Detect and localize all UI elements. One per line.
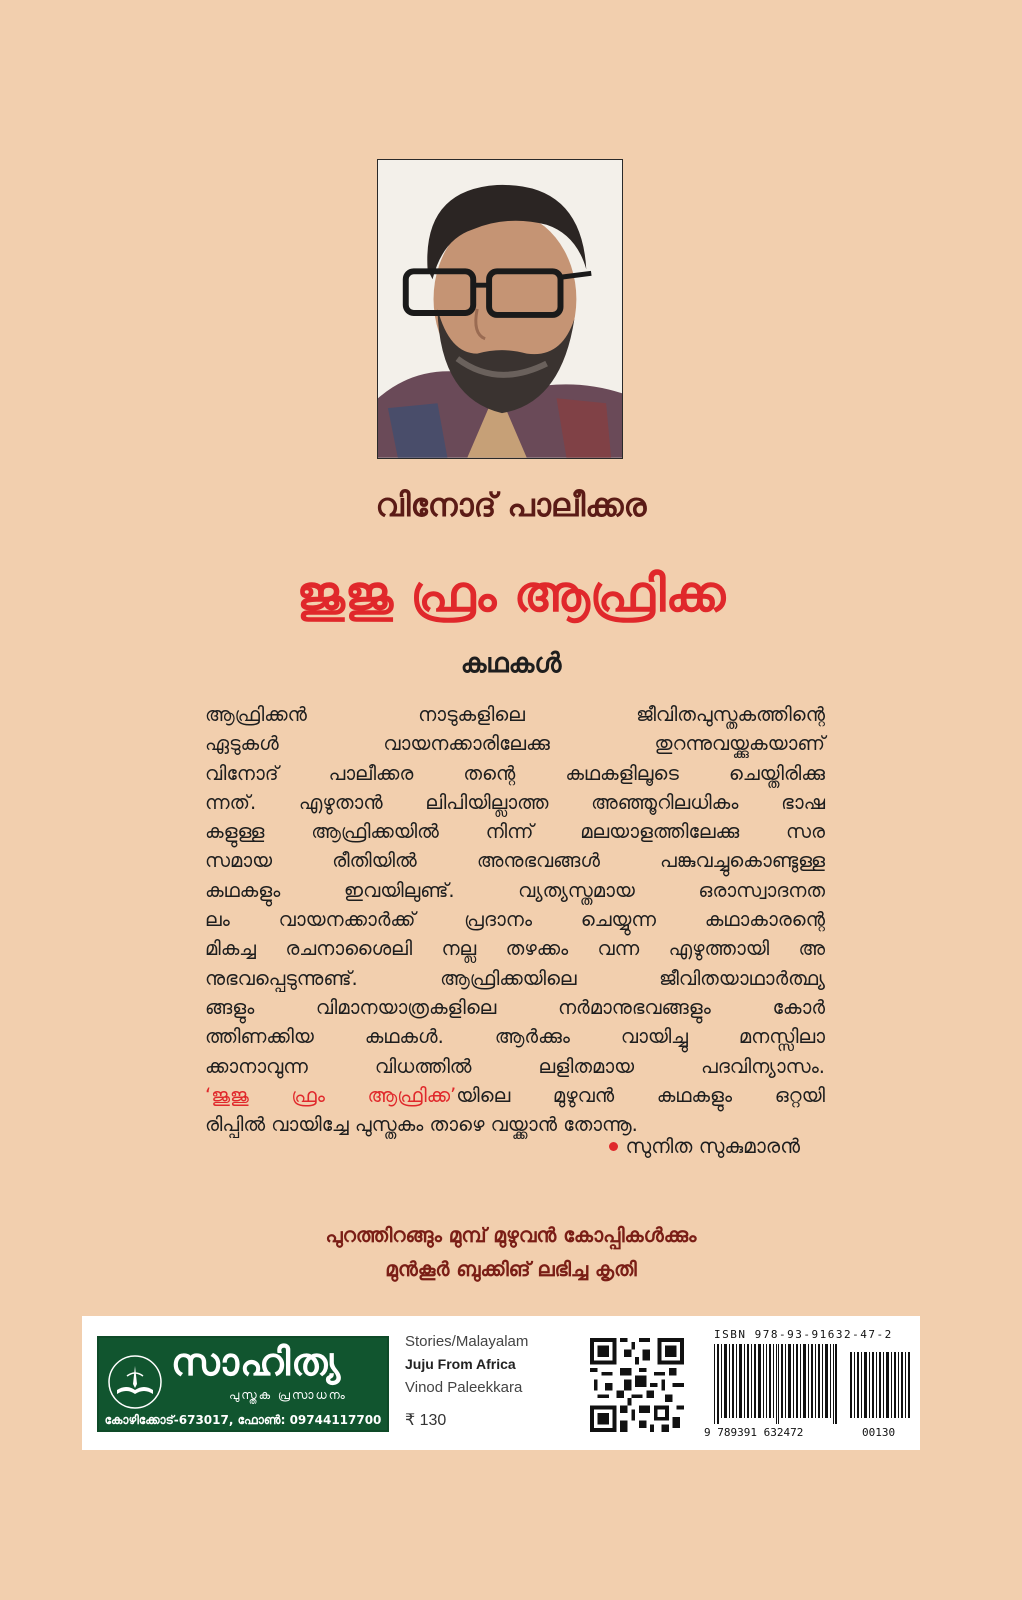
author-photo <box>377 159 623 459</box>
barcode-addon-digits: 00130 <box>862 1426 896 1439</box>
open-book-emblem-icon <box>107 1354 163 1410</box>
blurb-line: ത്തിണക്കിയ കഥകൾ. ആർക്കും വായിച്ചു മനസ്സിലാ <box>205 1025 825 1049</box>
qr-code-icon <box>590 1338 684 1432</box>
blurb-line: വിനോദ് പാലീക്കര തന്റെ കഥകളിലൂടെ ചെയ്തിരിക്കു <box>205 761 825 785</box>
blurb-line: കഥകളും ഇവയിലുണ്ട്. വ്യത്യസ്തമായ ഒരാസ്വാദനത <box>205 878 825 902</box>
blurb-line: ന്നത്. എഴുതാൻ ലിപിയില്ലാത്ത അഞ്ഞൂറിലധികം ഭാഷ <box>205 790 825 814</box>
barcode-main-digits: 9 789391 632472 <box>704 1426 804 1439</box>
prebooking-line-2: മുൻകൂർ ബുക്കിങ് ലഭിച്ച കൃതി <box>385 1257 637 1281</box>
isbn-barcode-icon <box>714 1344 910 1436</box>
quoted-title: ‘ജുജു ഫ്രം ആഫ്രിക്ക’ <box>205 1083 457 1107</box>
english-title: Juju From Africa <box>405 1356 516 1372</box>
prebooking-note <box>0 1218 1022 1286</box>
blurb-line: ഏടുകൾ വായനക്കാരിലേക്കു തുറന്നുവയ്ക്കുകയാണ് <box>205 732 825 756</box>
publisher-name: സാഹിത്യ <box>171 1340 342 1384</box>
blurb-line: നുഭവപ്പെടുന്നുണ്ട്. ആഫ്രിക്കയിലെ ജീവിതയാഥാർത്ഥ്യ <box>205 966 825 990</box>
genre-label: കഥകൾ <box>460 648 562 679</box>
category: Stories/Malayalam <box>405 1333 529 1350</box>
blurb-line: രിപ്പിൽ വായിച്ചേ പുസ്തകം താഴെ വയ്ക്കാൻ തോന്നൂ. <box>205 1113 638 1137</box>
prebooking-line-1: പുറത്തിറങ്ങും മുമ്പ് മുഴുവൻ കോപ്പികൾക്കും <box>325 1223 697 1247</box>
english-author: Vinod Paleekkara <box>405 1379 523 1396</box>
blurb-line: കളുള്ള ആഫ്രിക്കയിൽ നിന്ന് മലയാളത്തിലേക്കു സര <box>205 820 825 844</box>
book-meta <box>405 1330 528 1432</box>
publisher-tagline: പുസ്തക പ്രസാധനം <box>229 1388 347 1402</box>
bullet-dot-icon <box>609 1142 618 1151</box>
blurb-line <box>205 1081 825 1110</box>
author-portrait-image <box>378 160 622 458</box>
price: ₹ 130 <box>405 1412 447 1429</box>
blurb-line: ലം വായനക്കാർക്ക് പ്രദാനം ചെയ്യുന്ന കഥാകാരന്റെ <box>205 908 825 932</box>
footer-panel <box>82 1316 920 1450</box>
blurb-line: ആഫ്രിക്കൻ നാടുകളിലെ ജീവിതപുസ്തകത്തിന്റെ <box>205 703 825 726</box>
isbn-text: ISBN 978-93-91632-47-2 <box>714 1328 893 1341</box>
blurb-line: മികച്ച രചനാശൈലി നല്ല തഴക്കം വന്ന എഴുത്തായി അ <box>205 937 825 961</box>
book-title: ജുജു ഫ്രം ആഫ്രിക്ക <box>296 565 726 623</box>
publisher-logo <box>97 1336 389 1432</box>
blurb-line-rest: യിലെ മുഴുവൻ കഥകളും ഒറ്റയി <box>456 1083 825 1107</box>
blurb-text <box>205 700 825 1139</box>
author-name: വിനോദ് പാലീക്കര <box>375 486 647 524</box>
blurb-line: സമായ രീതിയിൽ അനുഭവങ്ങൾ പങ്കുവച്ചുകൊണ്ടുള്ള <box>205 849 825 873</box>
blurb-line: ക്കാനാവുന്ന വിധത്തിൽ ലളിതമായ പദവിന്യാസം. <box>205 1054 825 1078</box>
barcode-digits <box>704 1426 896 1439</box>
reviewer <box>609 1134 800 1158</box>
reviewer-name: സുനിത സുകുമാരൻ <box>625 1134 800 1158</box>
blurb-line: ങ്ങളും വിമാനയാത്രകളിലെ നർമാനുഭവങ്ങളും കോർ <box>205 995 825 1019</box>
publisher-address: കോഴിക്കോട്-673017, ഫോൺ: 09744117700 <box>104 1413 382 1427</box>
